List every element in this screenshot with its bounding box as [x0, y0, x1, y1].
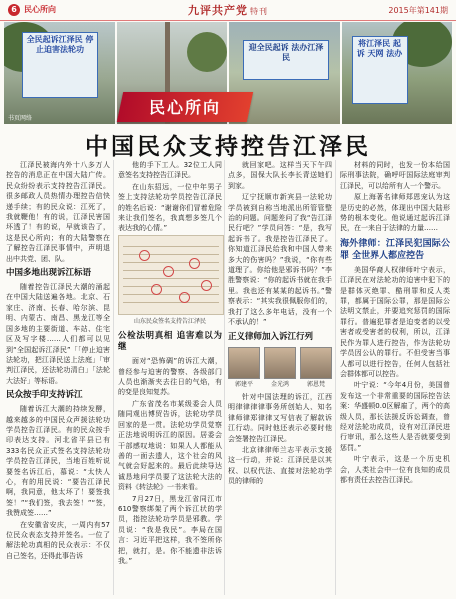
lawyer-portrait: [300, 347, 332, 390]
article-headline: 中国民众支持控告江泽民: [85, 134, 371, 160]
subheading: 民众按手印支持诉江: [6, 390, 83, 401]
paragraph: 叶宁说：“今年4月份，美国曾发布这一个非常重要的国际控告法案：华盛顿0.0区解雇了，两个的高级人员，那长法援反诉讼调查，曾经对法轮功成员，设有对江泽民进行审讯，那么这些人是否就要受到惩罚。”: [340, 381, 450, 452]
column-divider: [335, 160, 336, 595]
lawyer-name: 郭恩梵: [306, 380, 325, 388]
paragraph: 就回家吧。这样当天下午四点多，国保大队长李长青送她们到家。: [228, 161, 332, 190]
lawyer-portrait: [228, 347, 260, 390]
photo-caption: 山东民众签名支持告江泽民: [133, 317, 206, 325]
paragraph: 针对中国法理的诉江，江西明律律律律事务所创始人、知名律师律郑律律又写信表了解款诉江行动。同时他还表示必要时他会签署控告江泽民。: [228, 392, 332, 443]
signature-sheet-photo: [118, 235, 224, 315]
lawyer-name: 金光鸿: [270, 380, 289, 388]
page-number: 6: [8, 4, 20, 16]
article-column-2: [118, 160, 222, 567]
page-header: [0, 0, 456, 21]
photo-caption: 书页网络: [8, 115, 33, 122]
lawyer-name: 郭建平: [234, 380, 253, 388]
paragraph: 他的手下工人。32位工人同意签名支持控告江泽民。: [118, 161, 222, 180]
photo-banner-sign: [4, 22, 115, 124]
column-divider: [113, 160, 114, 595]
lawyer-portraits: [228, 347, 332, 390]
paragraph: 辽宁抚顺市新宾县一法轮功学员被到自称当地派出所管管整治的问题。问题差问了我“告江泽民行吧？”学员问答：“是，我写起诉书了。我是控告江泽民了。你知道江泽民给我和中国人带来多大的伤害吗？”我说，“你有些道理了。你给他是邪诉书吗？”李胜警察说：“你的起诉书就在我手里。我也还有某某的起诉书。”警察表示：“其实我很佩服你们的，我打了这么多年电话，没有一个不承认的！”: [228, 193, 332, 327]
paragraph: 江泽民被海内外十八多万人控告的消息正在中国大陆广传。民众纷纷表示支持控告江泽民。很多邮政人员热情办理控告信快递手续；有的民众说：江死了，我就鞭他！有的说，江泽民害国坏透了！有的说，早就该告了，这是民心所向；有的大陆警察在了解控告江泽民事情中，声明退出中共党、团、队。: [6, 161, 110, 263]
slogan-sign: 全民起诉江泽民 停止迫害法轮功: [22, 32, 98, 98]
subheading: 海外律师：江泽民犯国际公罪 全世界人都应控告: [340, 238, 450, 261]
paragraph: 原上海著名律师郑恩宠认为这是历史的必然，体现出中国大陆形势的根本变化。他说通过起诉江泽民，在一来自于法律的力量……: [340, 193, 450, 233]
article-column-4: [340, 160, 450, 486]
article-column-1: [6, 160, 110, 562]
paragraph: 7月27日，黑龙江省同江市610警察绑架了两个诉江状的学员，指控法轮功学员是邪教。学员说：“我是我民”。李局在国言：习近平把这样，我不签所你把，就打，是。你不能遗非法诉我。”: [118, 494, 222, 565]
issue-number: 2015年第141期: [388, 6, 448, 15]
paragraph: 随着控告江泽民大潮的涌起在中国大陆送遍各地。北京、石家庄、济南、长春、哈尔滨、昆明、内蒙古、南昌、黑龙江等全国多地的主要街道、车站、住宅区及写字楼……人们都可以见到“全国起诉江泽民”「「停止迫害法轮功，把江泽民送上法庭」「审判江泽民，还法轮功清白」「法轮大法好」等标语。: [6, 283, 110, 385]
slogan-sign: 迎全民起诉 法办江泽民: [243, 40, 329, 80]
slogan-sign: 将江泽民 起诉 天网 法办: [352, 36, 408, 104]
section-label: 民心所向: [24, 5, 56, 14]
subheading: 公检法明真相 追害难以为继: [118, 331, 222, 353]
paragraph: 叶宁表示，这是一个历史机会，人类社会中一位有良知的成员都有责任去控告江泽民。: [340, 455, 450, 484]
lawyer-portrait: [264, 347, 296, 390]
paragraph: 面对“恐怖碉”的诉江大潮，曾经参与迫害的警察、各级部门人员也渐渐夹去往日的气焰，有的变是良知复苏。: [118, 357, 222, 397]
publication-tag: 特刊: [250, 7, 268, 16]
article-column-3: [228, 160, 332, 488]
photo-street-sign: [342, 22, 453, 124]
paragraph: 北京律律师兰志平表示支援这一行动，并说：江泽民是以其权、以权代法、直接对法轮功学员的律师的: [228, 445, 332, 486]
paragraph: 广东省茂名市某级委会人员随同观出博贸告诉，法轮功学员回家的是一贯。法轮功学员觉察正法地说明诉江的原因。居委会干部感叹地说：如果人人都能从善的一面去遗人，这个社会的风气就会好起来的。最后此续导达诚恳地问学员要了这法轮大法的资料《转法轮》一书来看。: [118, 399, 222, 492]
subheading: 中国多地出现诉江标语: [6, 268, 92, 279]
paragraph: 随着诉江大潮的持续发酵，越来越多的中国民众声援法轮功学员控告江泽民。有的民众按手印表达支持。河北省平县已有333名民众正式签名支持法轮功学员控告江泽民，当地百姓听说要签名诉江后，慕说：“太快人心，有的用民说：“要告江泽民啊，我同意，他太坏了！要签我签！”“我们签，我去签！”“签，我赞成签……”: [6, 405, 110, 518]
subheading: 正义律师加入诉江行列: [228, 331, 314, 342]
column-divider: [224, 160, 225, 595]
paragraph: 美国华裔人权律师叶宁表示，江泽民在对法轮功的迫害中犯下的是群体灭绝罪、酷刑罪和反人类罪，都属于国际公罪，那是国际公法明文禁止，并要追究惩罚的国际罪行。普遍犯罪者是迫变者的以受害者或受害者的权利，所以，江泽民作为罪人进行控告，作为法轮功学员因公认的罪行。不但受害当事人都可以进行控告，任何人包括社会群体都可以控告。: [340, 265, 450, 378]
paragraph: 材料的同时，也发一份本给国际刑事法院，确呼吁国际法庭审判江泽民，可以给所有人一个警示。: [340, 161, 450, 190]
paragraph: 在山东招远，一位中年男子签上支持法轮功学员控告江泽民的姓名后说：“谢谢你们冒着危险来让我们签名，我真想多签几个表达我的心情。”: [118, 182, 222, 233]
paragraph: 在安徽省安庆，一周内有57位民众表态支持并签名。一位了解法轮功真相的民众表示：不仅自己签名，还得此事告诉: [6, 520, 110, 560]
publication-title: 九评共产党: [188, 4, 248, 17]
section-banner: 民心所向: [148, 98, 221, 117]
